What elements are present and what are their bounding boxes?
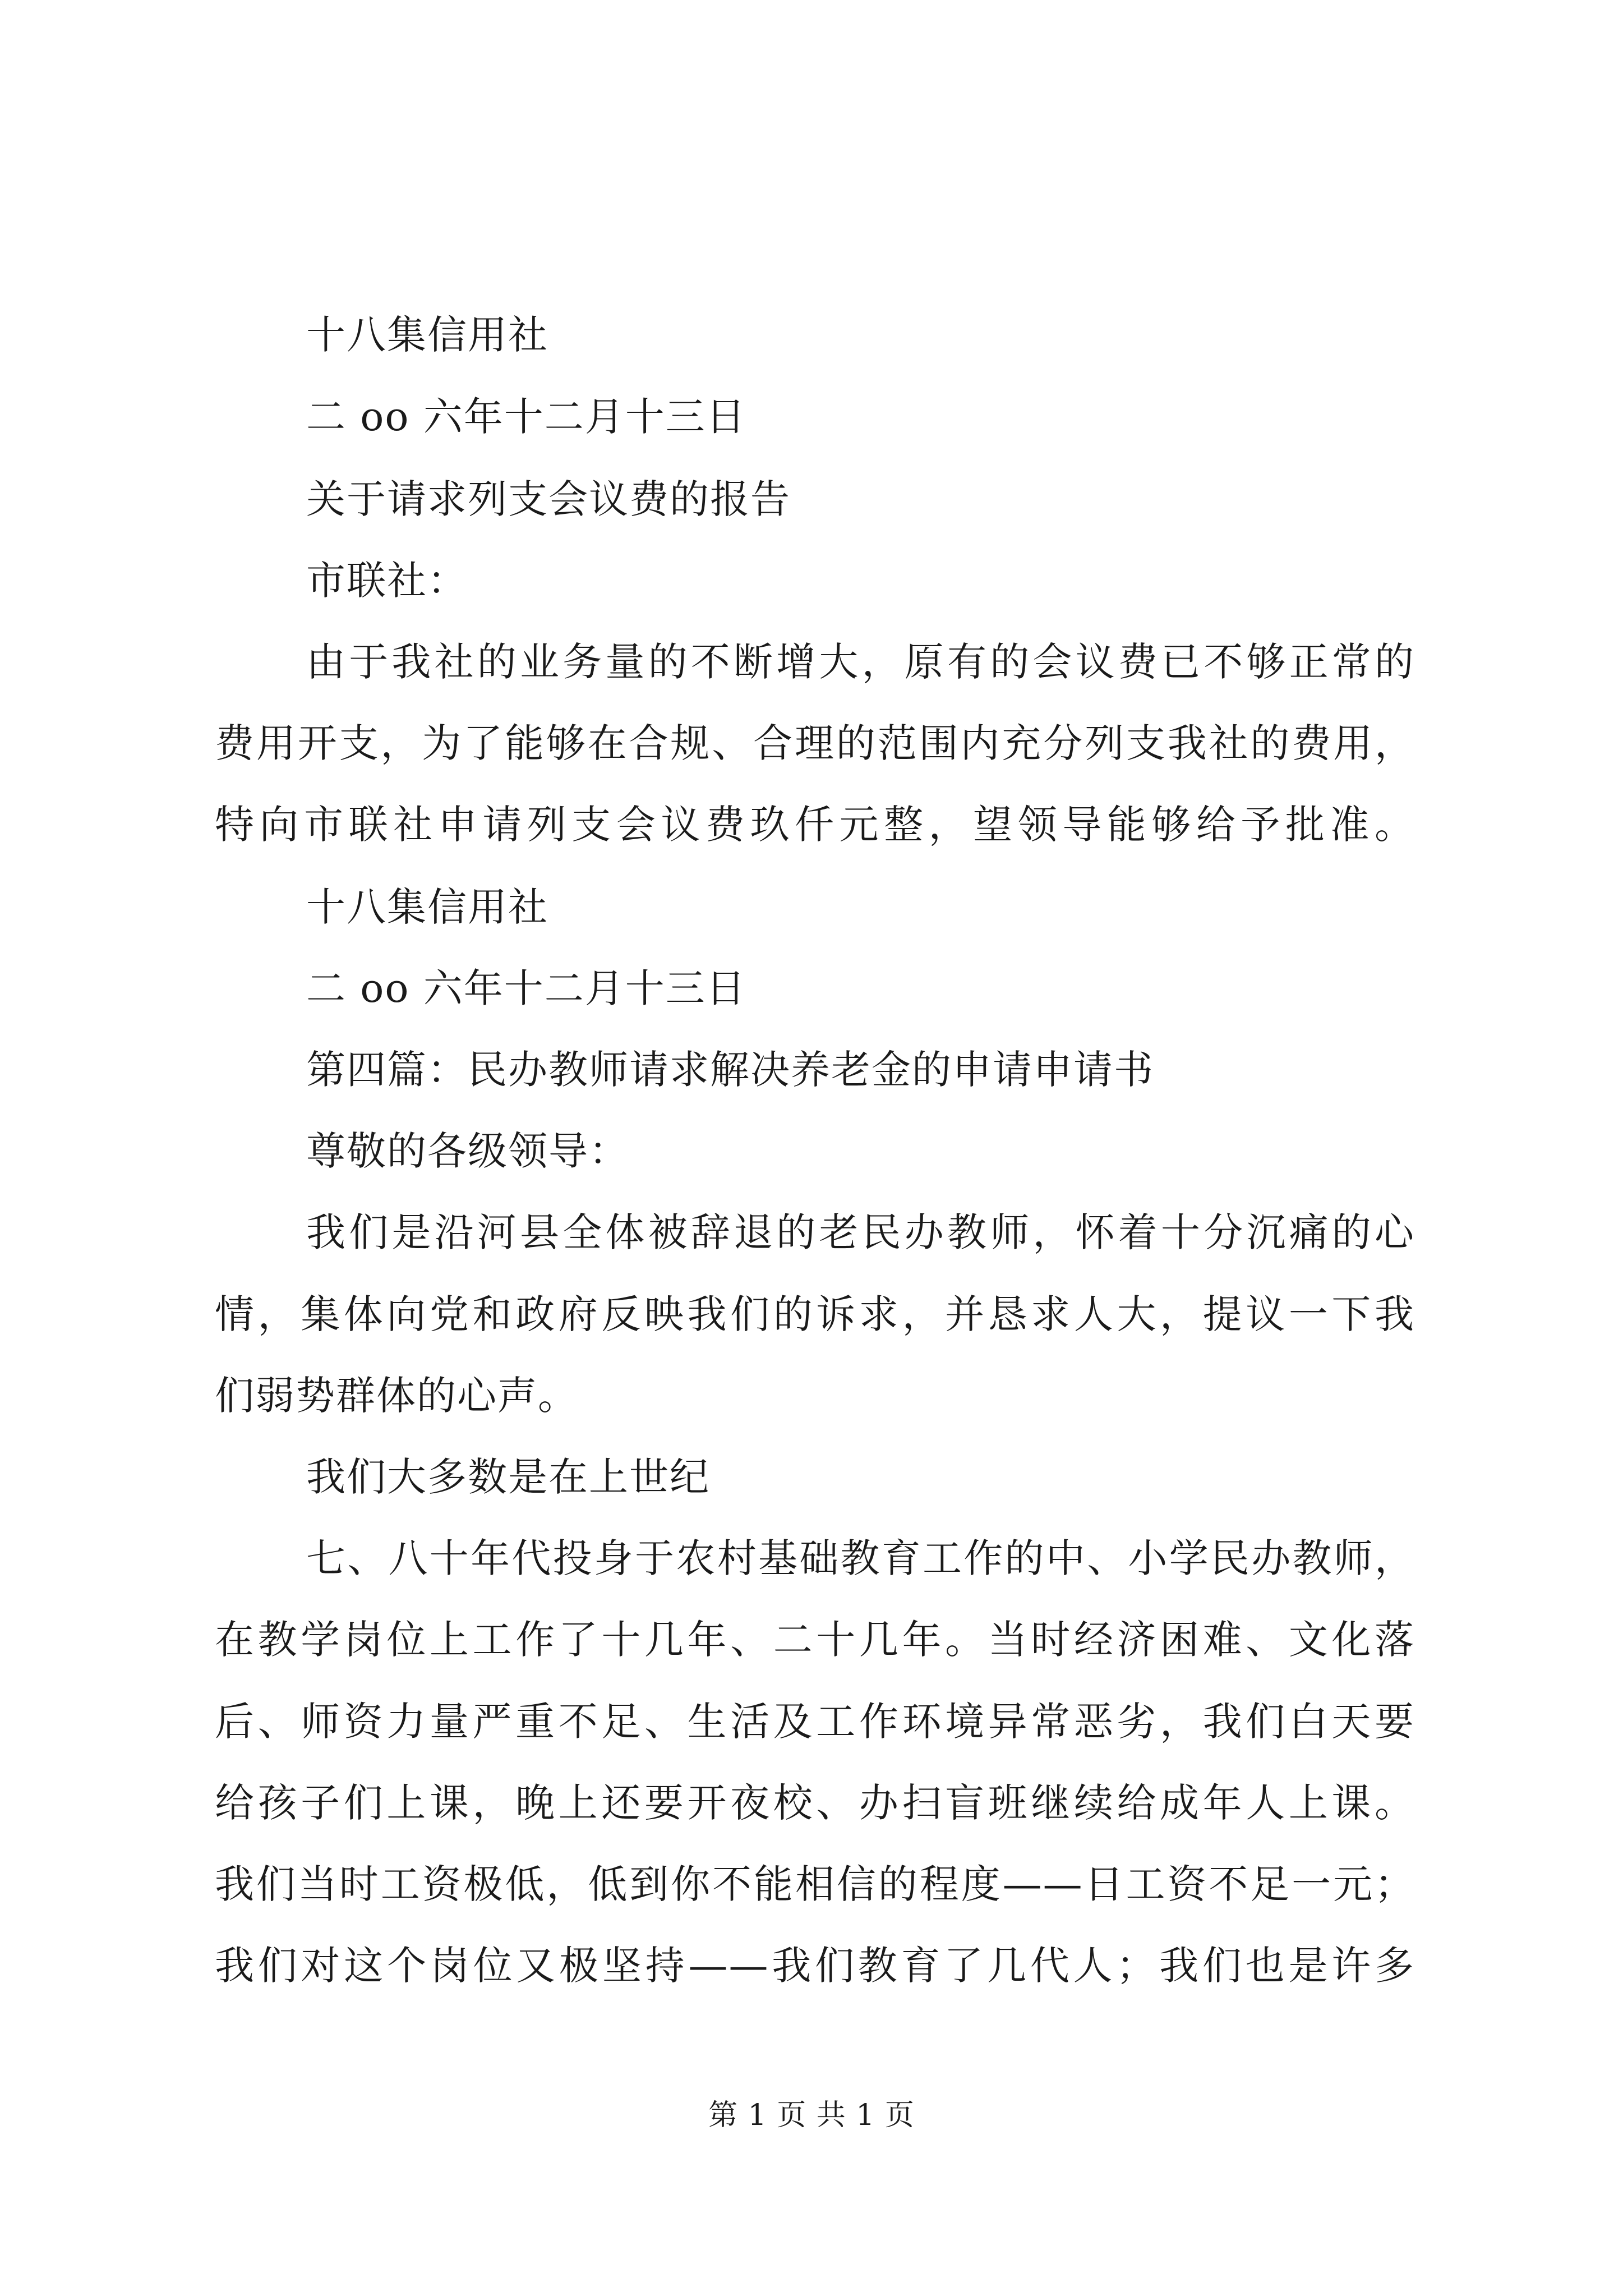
date-line: 二 oo 六年十二月十三日 (306, 394, 746, 440)
sender-name: 十八集信用社 (306, 884, 548, 930)
report-title: 关于请求列支会议费的报告 (306, 476, 791, 522)
body-line: 我们大多数是在上世纪 (306, 1454, 710, 1500)
body-line: 我们当时工资极低，低到你不能相信的程度——日工资不足一元； (215, 1861, 1415, 1907)
body-line: 我们是沿河县全体被辞退的老民办教师，怀着十分沉痛的心 (306, 1209, 1415, 1255)
sender-name: 十八集信用社 (306, 312, 548, 358)
section-heading: 第四篇：民办教师请求解决养老金的申请申请书 (306, 1047, 1154, 1093)
body-line: 七、八十年代投身于农村基础教育工作的中、小学民办教师， (306, 1535, 1415, 1581)
body-line: 特向市联社申请列支会议费玖仟元整，望领导能够给予批准。 (215, 802, 1415, 848)
body-line: 由于我社的业务量的不断增大，原有的会议费已不够正常的 (306, 639, 1415, 685)
body-line: 费用开支，为了能够在合规、合理的范围内充分列支我社的费用， (215, 720, 1415, 766)
body-line: 情，集体向党和政府反映我们的诉求，并恳求人大，提议一下我 (215, 1291, 1415, 1337)
body-line: 后、师资力量严重不足、生活及工作环境异常恶劣，我们白天要 (215, 1699, 1415, 1745)
salutation: 市联社： (306, 558, 468, 604)
salutation: 尊敬的各级领导： (306, 1128, 629, 1174)
body-line: 在教学岗位上工作了十几年、二十几年。当时经济困难、文化落 (215, 1617, 1415, 1663)
date-line: 二 oo 六年十二月十三日 (306, 965, 746, 1011)
body-line: 我们对这个岗位又极坚持——我们教育了几代人；我们也是许多 (215, 1943, 1415, 1989)
body-line: 给孩子们上课，晚上还要开夜校、办扫盲班继续给成年人上课。 (215, 1780, 1415, 1826)
body-line: 们弱势群体的心声。 (215, 1373, 578, 1419)
page-footer: 第 1 页 共 1 页 (708, 2099, 915, 2132)
